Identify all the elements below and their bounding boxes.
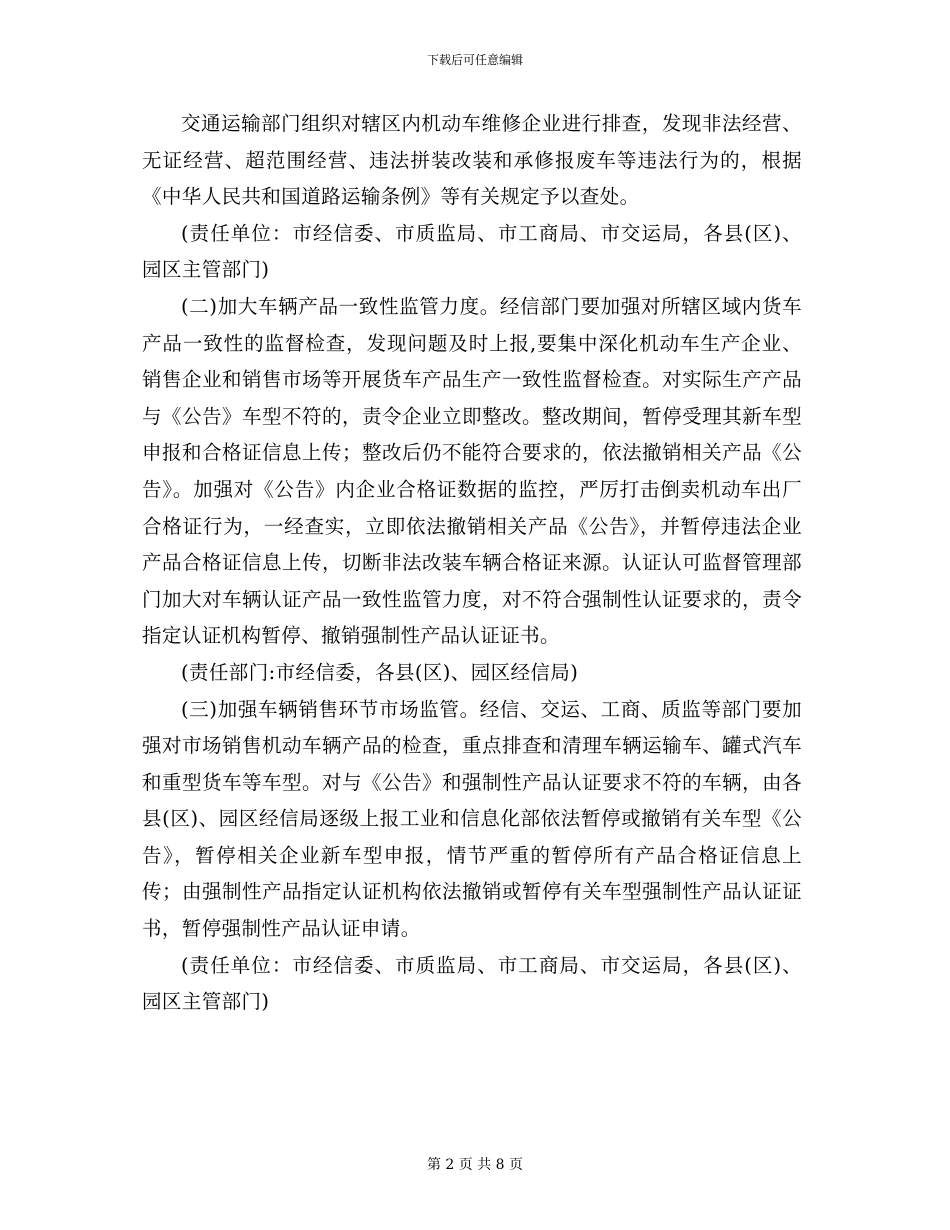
paragraph-responsible-units-1: (责任单位：市经信委、市质监局、市工商局、市交运局，各县(区)、园区主管部门)	[142, 221, 802, 282]
page-header: 下载后可任意编辑	[426, 53, 523, 67]
paragraph-responsible-departments: (责任部门:市经信委，各县(区)、园区经信局)	[181, 660, 579, 684]
paragraph-product-consistency: (二)加大车辆产品一致性监管力度。经信部门要加强对所辖区域内货车产品一致性的监督检查，发现问题及时上报,要集中深化机动车生产企业、销售企业和销售市场等开展货车产品生产一致性监督检查。对实际生产产品与《公告》车型不符的，责令企业立即整改。整改期间，暂停受理其新车型申报和合格证信息上传；整改后仍不能符合要求的，依法撤销相关产品《公告》。加强对《公告》内企业合格证数据的监控，严厉打击倒卖机动车出厂合格证行为，一经查实，立即依法撤销相关产品《公告》，并暂停违法企业产品合格证信息上传，切断非法改装车辆合格证来源。认证认可监督管理部门加大对车辆认证产品一致性监管力度，对不符合强制性认证要求的，责令指定认证机构暂停、撤销强制性产品认证证书。	[142, 294, 802, 648]
paragraph-responsible-units-2: (责任单位：市经信委、市质监局、市工商局、市交运局，各县(区)、园区主管部门)	[142, 953, 802, 1014]
paragraph-road-transport-inspection: 交通运输部门组织对辖区内机动车维修企业进行排查，发现非法经营、无证经营、超范围经营、违法拼装改装和承修报废车等违法行为的，根据《中华人民共和国道路运输条例》等有关规定予以查处。	[142, 112, 802, 209]
page-number: 第 2 页 共 8 页	[426, 1157, 524, 1173]
document-body	[142, 106, 802, 1021]
paragraph-sales-supervision: (三)加强车辆销售环节市场监管。经信、交运、工商、质监等部门要加强对市场销售机动车辆产品的检查，重点排查和清理车辆运输车、罐式汽车和重型货车等车型。对与《公告》和强制性产品认证要求不符的车辆，由各县(区)、园区经信局逐级上报工业和信息化部依法暂停或撤销有关车型《公告》，暂停相关企业新车型申报，情节严重的暂停所有产品合格证信息上传；由强制性产品指定认证机构依法撤销或暂停有关车型强制性产品认证证书，暂停强制性产品认证申请。	[142, 697, 802, 941]
